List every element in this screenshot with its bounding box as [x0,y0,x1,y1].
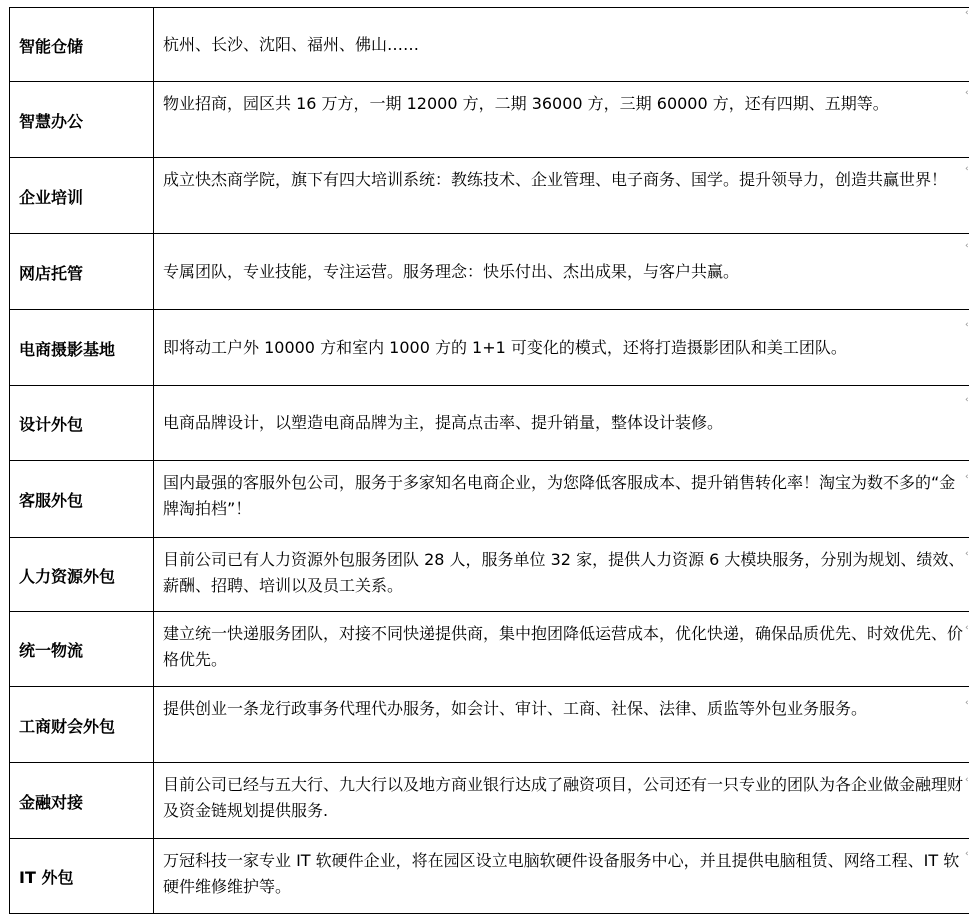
cell-mark-icon: ‹ [965,472,969,482]
table-row [10,612,969,687]
cell-mark-icon: ‹ [965,623,969,633]
cell-mark-icon: ‹ [965,698,969,708]
service-description: 即将动工户外 10000 方和室内 1000 方的 1+1 可变化的模式，还将打造摄影团队和美工团队。 [163,337,847,357]
cell-mark-icon: ‹ [965,88,969,98]
table-row [10,461,969,538]
service-name: 客服外包 [10,461,154,537]
service-name: 工商财会外包 [10,687,154,762]
cell-mark-icon: ‹ [965,775,969,785]
service-name: 智慧办公 [10,82,154,157]
service-description: 目前公司已经与五大行、九大行以及地方商业银行达成了融资项目，公司还有一只专业的团队为各企业做金融理财及资金链规划提供服务. [163,775,964,820]
service-name: IT 外包 [10,839,154,913]
service-description: 提供创业一条龙行政事务代理代办服务，如会计、审计、工商、社保、法律、质监等外包业务服务。 [163,699,868,718]
table-row [10,839,969,914]
table-row [10,82,969,158]
service-description: 杭州、长沙、沈阳、福州、佛山…… [163,34,420,54]
table-row [10,763,969,839]
service-description: 专属团队，专业技能，专注运营。服务理念：快乐付出、杰出成果，与客户共赢。 [163,261,740,281]
table-row [10,386,969,461]
service-name: 网店托管 [10,234,154,309]
service-name: 电商摄影基地 [10,310,154,385]
service-name: 金融对接 [10,763,154,838]
service-description: 电商品牌设计，以塑造电商品牌为主，提高点击率、提升销量，整体设计装修。 [163,413,724,432]
service-name: 智能仓储 [10,8,154,81]
service-name: 统一物流 [10,612,154,686]
table-row [10,158,969,234]
services-table [9,7,969,914]
service-description: 物业招商，园区共 16 万方，一期 12000 方，二期 36000 方，三期 60000 方，还有四期、五期等。 [163,94,889,113]
service-description: 建立统一快递服务团队，对接不同快递提供商，集中抱团降低运营成本，优化快递，确保品质优先、时效优先、价格优先。 [163,624,964,669]
service-description: 成立快杰商学院，旗下有四大培训系统：教练技术、企业管理、电子商务、国学。提升领导力，创造共赢世界！ [163,170,948,189]
cell-mark-icon: ‹ [965,320,969,330]
table-row [10,310,969,386]
table-row [10,687,969,763]
cell-mark-icon: ‹ [965,8,969,18]
service-description: 万冠科技一家专业 IT 软硬件企业，将在园区设立电脑软硬件设备服务中心，并且提供电脑租赁、网络工程、IT 软硬件维修维护等。 [163,851,960,896]
table-row [10,538,969,612]
cell-mark-icon: ‹ [965,164,969,174]
cell-mark-icon: ‹ [965,395,969,405]
service-name: 企业培训 [10,158,154,233]
cell-mark-icon: ‹ [965,549,969,559]
table-row [10,8,969,82]
service-name: 人力资源外包 [10,538,154,611]
table-row [10,234,969,310]
cell-mark-icon: ‹ [965,849,969,859]
cell-mark-icon: ‹ [965,241,969,251]
service-description: 目前公司已有人力资源外包服务团队 28 人，服务单位 32 家，提供人力资源 6 大模块服务，分别为规划、绩效、薪酬、招聘、培训以及员工关系。 [163,550,965,595]
service-description: 国内最强的客服外包公司，服务于多家知名电商企业，为您降低客服成本、提升销售转化率！淘宝为数不多的“金牌淘拍档”！ [163,473,956,518]
right-edge-marks [963,0,972,917]
service-name: 设计外包 [10,386,154,460]
